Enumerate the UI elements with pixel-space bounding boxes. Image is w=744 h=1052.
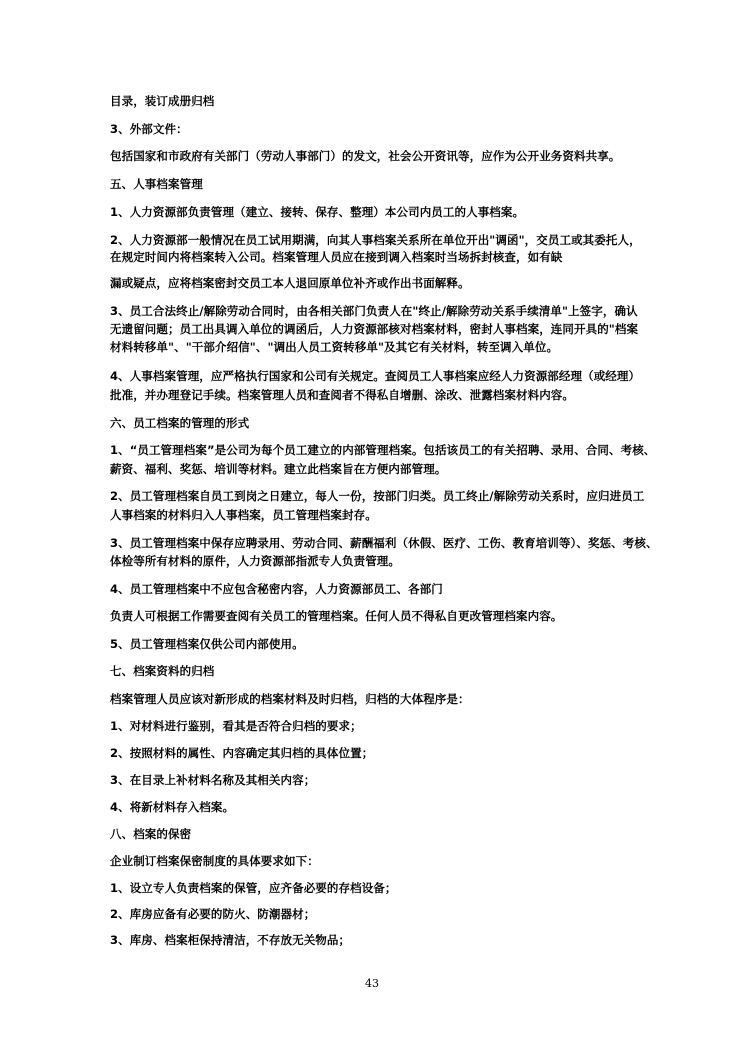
text-line: 4、人事档案管理，应严格执行国家和公司有关规定。查阅员工人事档案应经人力资源部经理（或经理） (110, 369, 641, 383)
text-line: 3、库房、档案柜保持清洁，不存放无关物品； (110, 933, 351, 947)
text-line: 在规定时间内将档案转入公司。档案管理人员应在接到调入档案时当场拆封核查，如有缺 (110, 250, 563, 264)
text-line: 材料转移单"、"干部介绍信"、"调出人员工资转移单"及其它有关材料，转至调入单位。 (110, 340, 559, 354)
text-line: 1、设立专人负责档案的保管，应齐备必要的存档设备； (110, 881, 397, 895)
text-line: 体检等所有材料的原件，人力资源部指派专人负责管理。 (110, 554, 400, 568)
text-line: 无遗留问题；员工出具调入单位的调函后，人力资源部核对档案材料，密封人事档案，连同开具的"档案 (110, 322, 639, 336)
section-heading: 六、员工档案的管理的形式 (110, 416, 250, 430)
text-line: 2、人力资源部一般情况在员工试用期满，向其人事档案关系所在单位开出"调函"，交员工或其委托人， (110, 233, 641, 247)
text-line: 人事档案的材料归入人事档案，员工管理档案封存。 (110, 508, 377, 522)
section-heading: 八、档案的保密 (110, 827, 192, 841)
text-line: 2、按照材料的属性、内容确定其归档的具体位置； (110, 746, 374, 760)
text-line: 4、将新材料存入档案。 (110, 800, 235, 814)
text-line: 5、员工管理档案仅供公司内部使用。 (110, 637, 304, 651)
text-line: 负责人可根据工作需要查阅有关员工的管理档案。任何人员不得私自更改管理档案内容。 (110, 609, 563, 623)
section-heading: 五、人事档案管理 (110, 177, 203, 191)
text-line: 薪资、福利、奖惩、培训等材料。建立此档案旨在方便内部管理。 (110, 462, 447, 476)
text-line: 档案管理人员应该对新形成的档案材料及时归档，归档的大体程序是： (110, 692, 470, 706)
text-line: 1、对材料进行鉴别，看其是否符合归档的要求； (110, 719, 362, 733)
section-heading: 七、档案资料的归档 (110, 664, 215, 678)
page-number: 43 (365, 977, 379, 990)
text-line: 2、员工管理档案自员工到岗之日建立，每人一份，按部门归类。员工终止/解除劳动关系时，应归进员工 (110, 489, 645, 503)
text-line: 批准，并办理登记手续。档案管理人员和查阅者不得私自增删、涂改、泄露档案材料内容。 (110, 388, 574, 402)
text-line: 1、人力资源部负责管理（建立、接转、保存、整理）本公司内员工的人事档案。 (110, 205, 525, 219)
text-line: 漏或疑点，应将档案密封交员工本人退回原单位补齐或作出书面解释。 (110, 276, 470, 290)
text-line: 3、员工合法终止/解除劳动合同时，由各相关部门负责人在"终止/解除劳动关系手续清单"上签字，确认 (110, 304, 638, 318)
text-line: 企业制订档案保密制度的具体要求如下： (110, 854, 319, 868)
text-line: 1、“员工管理档案”是公司为每个员工建立的内部管理档案。包括该员工的有关招聘、录用、合同、考核、 (110, 443, 656, 457)
text-line: 3、员工管理档案中保存应聘录用、劳动合同、薪酬福利（休假、医疗、工伤、教育培训等）、奖惩、考核、 (110, 536, 658, 550)
text-line: 包括国家和市政府有关部门（劳动人事部门）的发文，社会公开资讯等，应作为公开业务资料共享。 (110, 149, 621, 163)
text-line: 3、在目录上补材料名称及其相关内容； (110, 773, 316, 787)
text-line: 2、库房应备有必要的防火、防潮器材； (110, 907, 316, 921)
text-line: 4、员工管理档案中不应包含秘密内容，人力资源部员工、各部门 (110, 582, 443, 596)
text-line: 目录，装订成册归档 (110, 94, 215, 108)
text-line: 3、外部文件： (110, 122, 188, 136)
